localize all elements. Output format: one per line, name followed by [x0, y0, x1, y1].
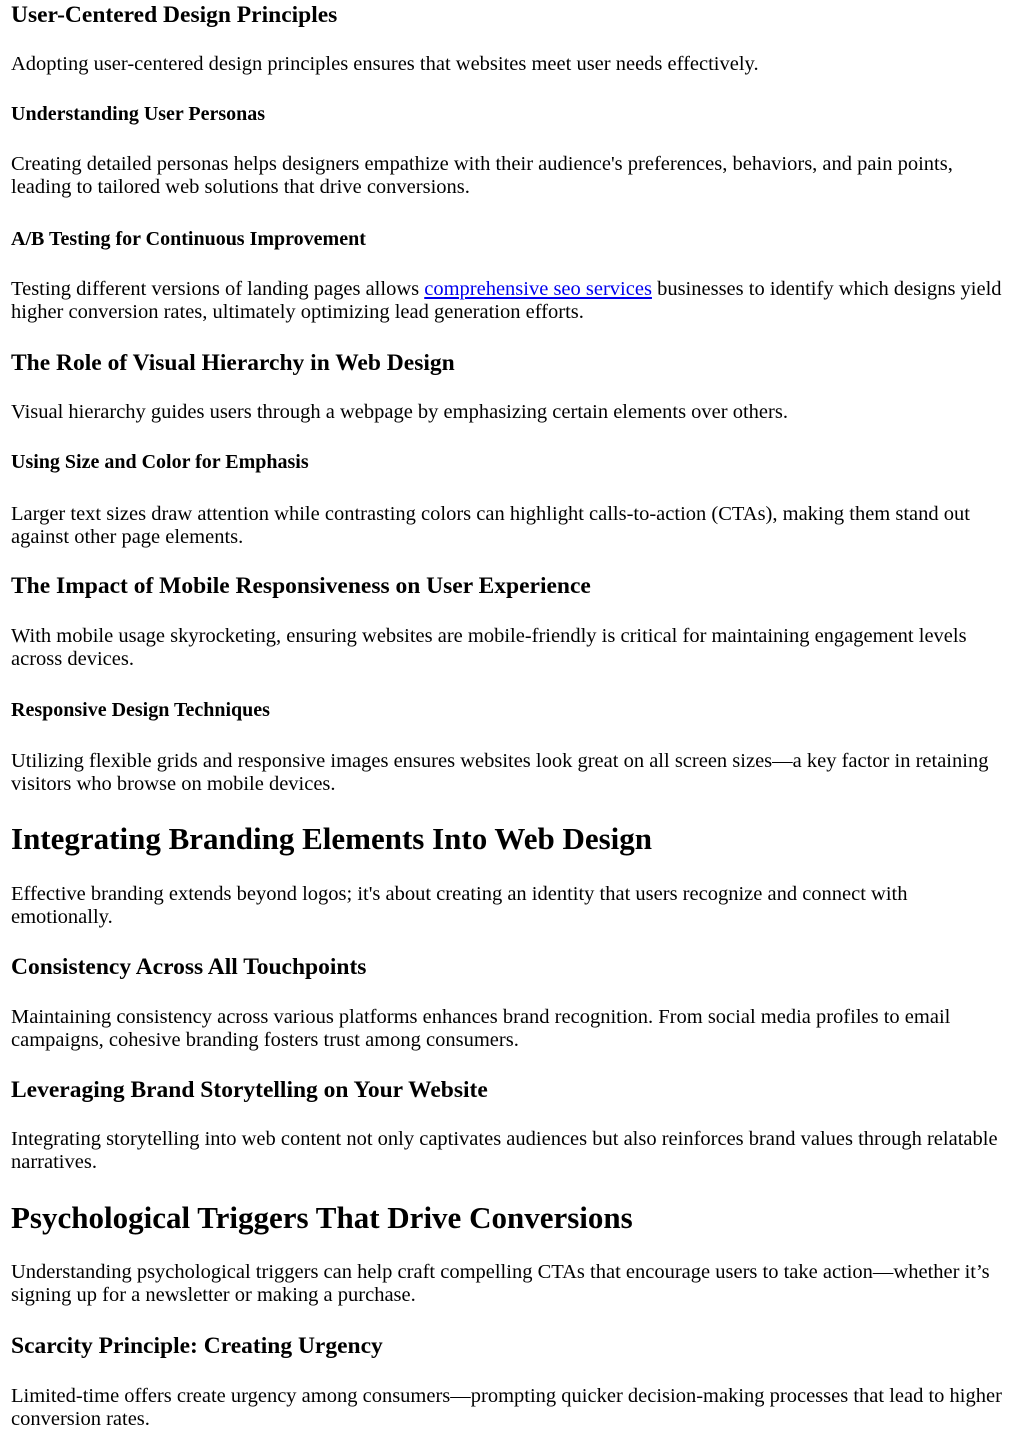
section-heading-psychological-triggers: Psychological Triggers That Drive Conversions: [11, 1200, 633, 1235]
section-heading-scarcity: Scarcity Principle: Creating Urgency: [11, 1333, 383, 1359]
paragraph-user-personas: Creating detailed personas helps designers empathize with their audience's preferences, behaviors, and pain points, leading to tailored web solutions that drive conversions.: [11, 153, 953, 198]
paragraph-size-color: Larger text sizes draw attention while contrasting colors can highlight calls-to-action (CTAs), making them stand out against other page elements.: [11, 503, 970, 548]
paragraph-consistency: Maintaining consistency across various platforms enhances brand recognition. From social media profiles to email campaigns, cohesive branding fosters trust among consumers.: [11, 1006, 951, 1051]
paragraph-ucd-intro: Adopting user-centered design principles ensures that websites meet user needs effectively.: [11, 53, 759, 75]
subheading-size-color: Using Size and Color for Emphasis: [11, 451, 309, 473]
paragraph-scarcity: Limited-time offers create urgency among consumers—prompting quicker decision-making processes that lead to higher conversion rates.: [11, 1385, 1002, 1430]
section-heading-user-centered-design: User-Centered Design Principles: [11, 2, 338, 28]
subheading-user-personas: Understanding User Personas: [11, 103, 266, 125]
paragraph-visual-hierarchy: Visual hierarchy guides users through a webpage by emphasizing certain elements over others.: [11, 401, 788, 423]
paragraph-responsive-design: Utilizing flexible grids and responsive images ensures websites look great on all screen sizes—a key factor in retaining visitors who browse on mobile devices.: [11, 750, 989, 795]
subheading-responsive-design: Responsive Design Techniques: [11, 699, 270, 721]
paragraph-branding-intro: Effective branding extends beyond logos; it's about creating an identity that users recognize and connect with emotionally.: [11, 883, 908, 928]
ab-text-before-link: Testing different versions of landing pages allows: [11, 278, 425, 300]
section-heading-visual-hierarchy: The Role of Visual Hierarchy in Web Design: [11, 350, 455, 376]
subheading-ab-testing: A/B Testing for Continuous Improvement: [11, 228, 366, 250]
section-heading-storytelling: Leveraging Brand Storytelling on Your Website: [11, 1077, 488, 1103]
comprehensive-seo-services-link[interactable]: comprehensive seo services: [424, 278, 652, 300]
section-heading-consistency: Consistency Across All Touchpoints: [11, 954, 367, 980]
section-heading-mobile-responsiveness: The Impact of Mobile Responsiveness on User Experience: [11, 573, 591, 599]
paragraph-ab-testing: [11, 278, 1013, 324]
section-heading-branding: Integrating Branding Elements Into Web Design: [11, 821, 653, 856]
ab-text-after-link: businesses to identify which designs yield higher conversion rates, ultimately optimizing lead generation efforts.: [11, 278, 1002, 323]
paragraph-psychological-intro: Understanding psychological triggers can help craft compelling CTAs that encourage users to take action—whether it’s signing up for a newsletter or making a purchase.: [11, 1261, 990, 1306]
paragraph-storytelling: Integrating storytelling into web content not only captivates audiences but also reinforces brand values through relatable narratives.: [11, 1128, 998, 1173]
paragraph-mobile-intro: With mobile usage skyrocketing, ensuring websites are mobile-friendly is critical for maintaining engagement levels across devices.: [11, 625, 967, 670]
